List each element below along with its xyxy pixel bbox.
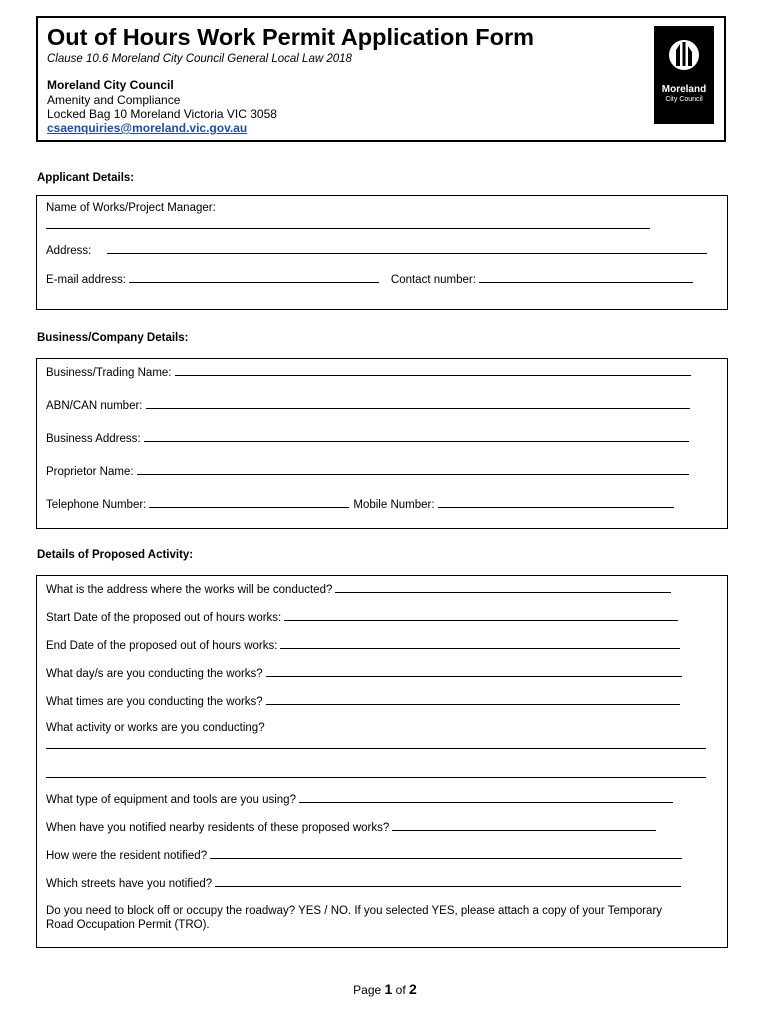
streets-question: Which streets have you notified? [46, 878, 213, 890]
manager-name-field[interactable] [46, 228, 650, 229]
trading-name-field[interactable] [175, 365, 691, 376]
address-field[interactable] [107, 243, 707, 254]
notified-when-question: When have you notified nearby residents of these proposed works? [46, 822, 390, 834]
times-question: What times are you conducting the works? [46, 696, 263, 708]
roadway-question: Do you need to block off or occupy the roadway? YES / NO. If you selected YES, please attach a copy of your Temporary Road Occupation Permit (TRO). [46, 905, 663, 931]
days-question: What day/s are you conducting the works? [46, 668, 263, 680]
equipment-field[interactable] [299, 792, 673, 803]
telephone-field[interactable] [149, 497, 349, 508]
end-date-question: End Date of the proposed out of hours works: [46, 640, 278, 652]
applicant-details-heading: Applicant Details: [37, 172, 135, 184]
logo-subtitle: City Council [665, 96, 703, 103]
business-details-heading: Business/Company Details: [37, 332, 189, 344]
proprietor-name-label: Proprietor Name: [46, 466, 134, 478]
works-address-field[interactable] [335, 582, 671, 593]
end-date-field[interactable] [280, 638, 680, 649]
email-label: E-mail address: [46, 274, 126, 286]
business-address-field[interactable] [144, 431, 689, 442]
abn-field[interactable] [146, 398, 690, 409]
council-department: Amenity and Compliance [47, 93, 181, 107]
mobile-label: Mobile Number: [353, 499, 435, 511]
business-details-box [36, 358, 728, 529]
council-name: Moreland City Council [47, 78, 174, 92]
abn-label: ABN/CAN number: [46, 400, 143, 412]
start-date-field[interactable] [284, 610, 678, 621]
logo-name: Moreland [661, 84, 707, 95]
notified-how-field[interactable] [210, 848, 682, 859]
page-number [0, 981, 770, 997]
business-address-label: Business Address: [46, 433, 141, 445]
activity-field-line-1[interactable] [46, 748, 706, 749]
moreland-logo [654, 26, 714, 124]
telephone-label: Telephone Number: [46, 499, 147, 511]
works-address-question: What is the address where the works will be conducted? [46, 584, 333, 596]
total-page-number: 2 [409, 981, 417, 997]
trading-name-label: Business/Trading Name: [46, 367, 172, 379]
form-title: Out of Hours Work Permit Application Form [47, 24, 534, 50]
logo-graphic-icon [654, 26, 714, 124]
activity-question: What activity or works are you conducting? [46, 722, 265, 734]
council-email-link[interactable]: csaenquiries@moreland.vic.gov.au [47, 121, 248, 135]
manager-name-label: Name of Works/Project Manager: [46, 202, 216, 214]
equipment-question: What type of equipment and tools are you using? [46, 794, 296, 806]
email-field[interactable] [129, 272, 379, 283]
applicant-details-box [36, 195, 728, 310]
address-label: Address: [46, 245, 92, 257]
notified-how-question: How were the resident notified? [46, 850, 208, 862]
current-page-number: 1 [384, 981, 393, 997]
days-field[interactable] [266, 666, 682, 677]
form-header [36, 16, 726, 142]
activity-details-box [36, 575, 728, 948]
activity-details-heading: Details of Proposed Activity: [37, 549, 194, 561]
start-date-question: Start Date of the proposed out of hours works: [46, 612, 282, 624]
council-postal-address: Locked Bag 10 Moreland Victoria VIC 3058 [47, 107, 277, 121]
contact-number-field[interactable] [479, 272, 693, 283]
activity-field-line-2[interactable] [46, 777, 706, 778]
form-subtitle: Clause 10.6 Moreland City Council General Local Law 2018 [47, 53, 352, 65]
page-word: Page [353, 983, 382, 997]
proprietor-name-field[interactable] [137, 464, 689, 475]
times-field[interactable] [266, 694, 680, 705]
notified-when-field[interactable] [392, 820, 656, 831]
of-word: of [395, 983, 406, 997]
streets-field[interactable] [215, 876, 681, 887]
contact-number-label: Contact number: [390, 274, 476, 286]
mobile-field[interactable] [438, 497, 674, 508]
